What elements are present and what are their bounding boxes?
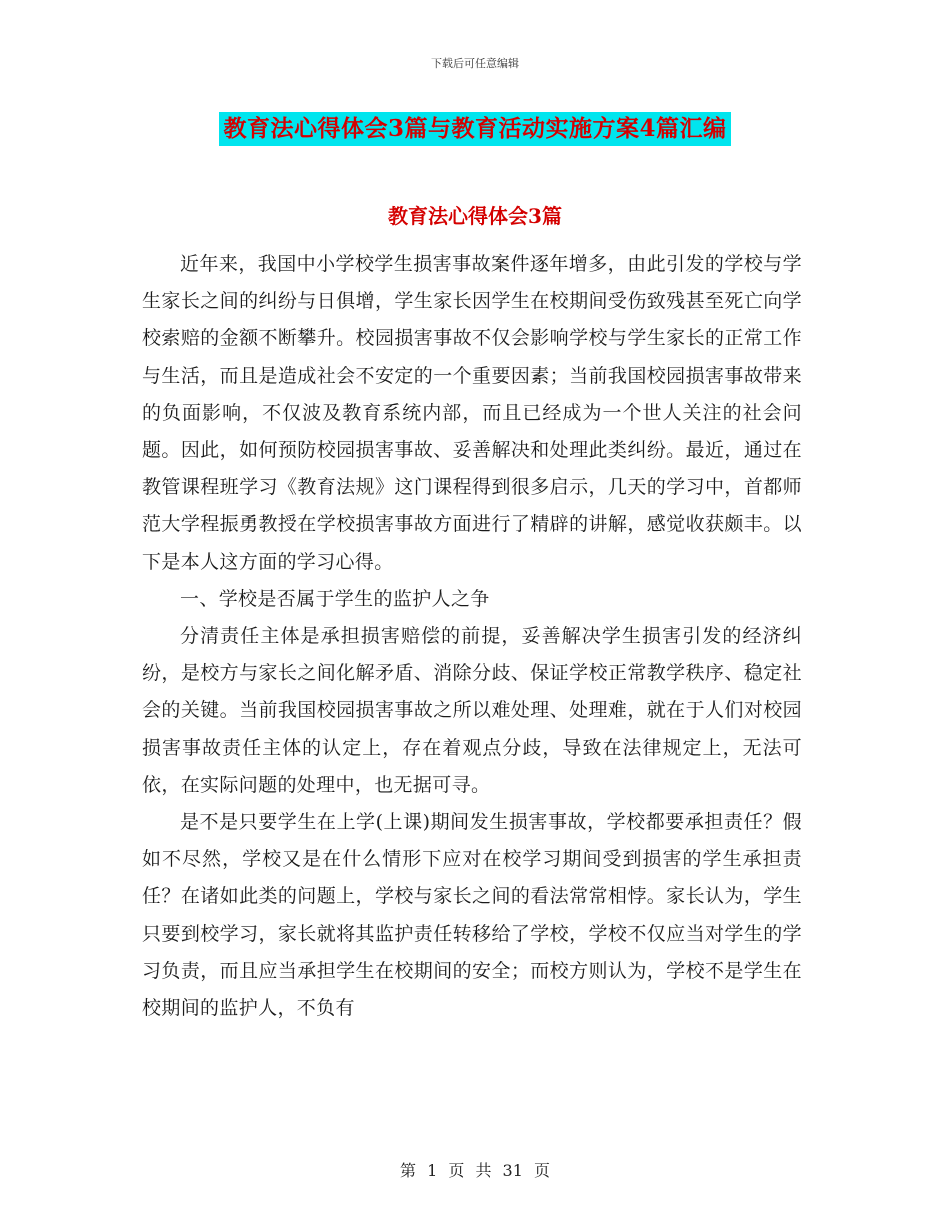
paragraph: 分清责任主体是承担损害赔偿的前提，妥善解决学生损害引发的经济纠纷，是校方与家长之间化解矛盾、消除分歧、保证学校正常教学秩序、稳定社会的关键。当前我国校园损害事故之所以难处理、处理难，就在于人们对校园损害事故责任主体的认定上，存在着观点分歧，导致在法律规定上，无法可依，在实际问题的处理中，也无据可寻。 [142,625,802,796]
document-title-container [0,112,950,146]
document-body [142,246,802,1027]
page-header-note: 下载后可任意编辑 [431,57,519,70]
document-title: 教育法心得体会3篇与教育活动实施方案4篇汇编 [219,112,730,146]
paragraph: 是不是只要学生在上学(上课)期间发生损害事故，学校都要承担责任？假如不尽然，学校又是在什么情形下应对在校学习期间受到损害的学生承担责任？在诸如此类的问题上，学校与家长之间的看法常常相悖。家长认为，学生只要到校学习，家长就将其监护责任转移给了学校，学校不仅应当对学生的学习负责，而且应当承担学生在校期间的安全；而校方则认为，学校不是学生在校期间的监护人，不负有 [142,811,802,1020]
section-title: 教育法心得体会3篇 [388,204,562,228]
paragraph: 近年来，我国中小学校学生损害事故案件逐年增多，由此引发的学校与学生家长之间的纠纷与日俱增，学生家长因学生在校期间受伤致残甚至死亡向学校索赔的金额不断攀升。校园损害事故不仅会影响学校与学生家长的正常工作与生活，而且是造成社会不安定的一个重要因素；当前我国校园损害事故带来的负面影响，不仅波及教育系统内部，而且已经成为一个世人关注的社会问题。因此，如何预防校园损害事故、妥善解决和处理此类纠纷。最近，通过在教管课程班学习《教育法规》这门课程得到很多启示，几天的学习中，首都师范大学程振勇教授在学校损害事故方面进行了精辟的讲解，感觉收获颇丰。以下是本人这方面的学习心得。 [142,253,802,573]
page-number-footer: 第 1 页 共 31 页 [400,1161,550,1180]
paragraph-heading: 一、学校是否属于学生的监护人之争 [180,587,490,610]
